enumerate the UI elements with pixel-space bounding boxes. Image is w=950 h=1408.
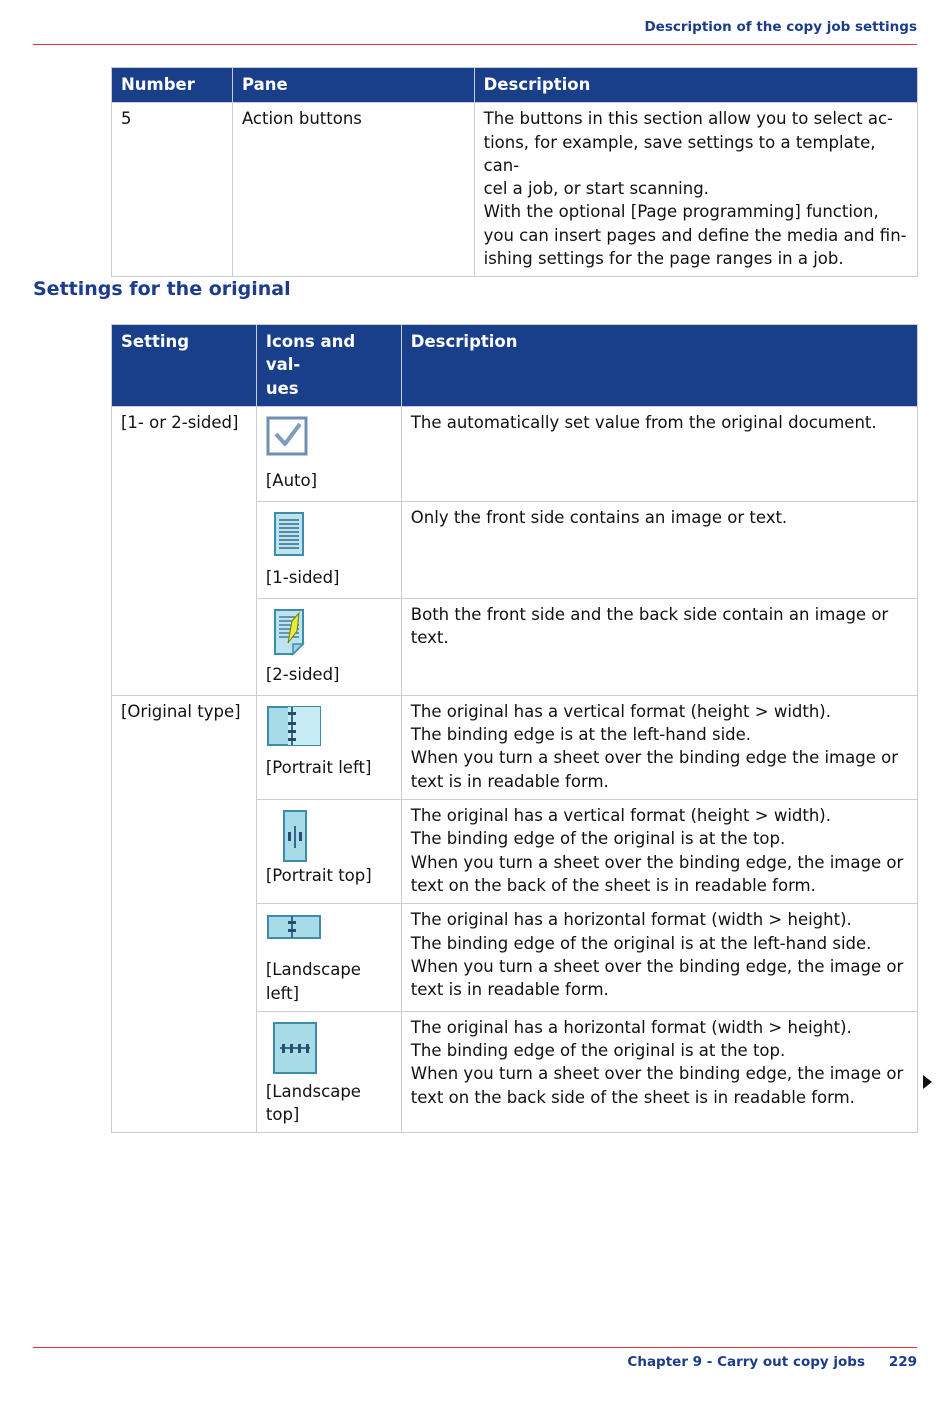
description-line: tions, for example, save settings to a template, can- xyxy=(483,132,876,175)
cell-description xyxy=(401,501,917,598)
cell-icon-value xyxy=(256,800,401,904)
two-sided-page-icon xyxy=(266,607,392,657)
description-line: cel a job, or start scanning. xyxy=(483,179,709,199)
section-heading: Settings for the original xyxy=(33,278,291,300)
cell-icon-value xyxy=(256,501,401,598)
column-header-number: Number xyxy=(112,68,233,103)
page-number: 229 xyxy=(888,1354,917,1370)
column-header-icons-values: Icons and val- ues xyxy=(256,325,401,407)
cell-description xyxy=(401,1011,917,1133)
description-line: The automatically set value from the original document. xyxy=(410,412,877,432)
table-header-row xyxy=(112,325,918,407)
value-label: top] xyxy=(265,1105,300,1125)
column-header-description: Description xyxy=(401,325,917,407)
value-label: [Auto] xyxy=(265,470,318,490)
cell-description xyxy=(401,904,917,1012)
description-line: The binding edge of the original is at the left-hand side. xyxy=(410,933,872,953)
cell-setting: [1- or 2-sided] xyxy=(112,406,257,695)
description-line: Only the front side contains an image or text. xyxy=(410,507,788,527)
one-sided-page-icon xyxy=(266,510,392,560)
portrait-top-icon xyxy=(266,808,392,864)
description-line: text is in readable form. xyxy=(410,980,609,1000)
checkmark-icon xyxy=(266,415,392,457)
cell-pane: Action buttons xyxy=(232,103,474,277)
column-header-setting: Setting xyxy=(112,325,257,407)
table-row xyxy=(112,695,918,799)
value-label: [2-sided] xyxy=(265,664,340,684)
landscape-top-icon xyxy=(266,1020,392,1076)
settings-table xyxy=(111,324,918,1133)
value-label: [1-sided] xyxy=(265,567,340,587)
page-footer xyxy=(33,1347,917,1376)
description-line: The original has a horizontal format (width > height). xyxy=(410,910,852,930)
cell-description xyxy=(401,800,917,904)
table-row xyxy=(112,103,918,277)
cell-icon-value xyxy=(256,598,401,695)
column-header-pane: Pane xyxy=(232,68,474,103)
cell-setting: [Original type] xyxy=(112,695,257,1133)
description-line: The binding edge of the original is at the top. xyxy=(410,1041,786,1061)
description-line: With the optional [Page programming] function, xyxy=(483,202,879,222)
cell-icon-value xyxy=(256,695,401,799)
cell-number: 5 xyxy=(112,103,233,277)
cell-description xyxy=(401,598,917,695)
column-header-description: Description xyxy=(474,68,917,103)
description-line: When you turn a sheet over the binding edge the image or xyxy=(410,748,898,768)
description-line: Both the front side and the back side contain an image or xyxy=(410,604,889,624)
running-header-title: Description of the copy job settings xyxy=(644,19,917,35)
description-line: The original has a horizontal format (width > height). xyxy=(410,1017,852,1037)
description-line: The original has a vertical format (height > width). xyxy=(410,701,831,721)
description-line: text on the back of the sheet is in readable form. xyxy=(410,875,816,895)
value-label: [Portrait top] xyxy=(265,866,372,886)
footer-chapter: Chapter 9 - Carry out copy jobs xyxy=(627,1354,865,1370)
cell-description xyxy=(474,103,917,277)
pane-table xyxy=(111,67,918,277)
description-line: text is in readable form. xyxy=(410,771,609,791)
description-line: text. xyxy=(410,628,449,648)
description-line: text on the back side of the sheet is in readable form. xyxy=(410,1087,855,1107)
description-line: The buttons in this section allow you to select ac- xyxy=(483,109,894,129)
description-line: The original has a vertical format (height > width). xyxy=(410,806,831,826)
table-row xyxy=(112,406,918,501)
description-line: The binding edge is at the left-hand side. xyxy=(410,725,752,745)
description-line: When you turn a sheet over the binding edge, the image or xyxy=(410,1064,904,1084)
cell-description xyxy=(401,406,917,501)
value-label: [Landscape left] xyxy=(265,960,361,1003)
description-line: When you turn a sheet over the binding edge, the image or xyxy=(410,956,904,976)
description-line: The binding edge of the original is at the top. xyxy=(410,829,786,849)
cell-description xyxy=(401,695,917,799)
description-line: When you turn a sheet over the binding edge, the image or xyxy=(410,852,904,872)
description-line: ishing settings for the page ranges in a job. xyxy=(483,249,844,269)
value-label: [Portrait left] xyxy=(265,757,372,777)
value-label: [Landscape xyxy=(265,1081,361,1101)
table-header-row xyxy=(112,68,918,103)
page-header xyxy=(33,14,917,45)
cell-icon-value xyxy=(256,1011,401,1133)
cell-icon-value xyxy=(256,406,401,501)
portrait-left-icon xyxy=(266,704,392,748)
landscape-left-icon xyxy=(266,912,392,942)
cell-icon-value xyxy=(256,904,401,1012)
next-page-arrow-icon xyxy=(923,1075,932,1089)
description-line: you can insert pages and define the media and fin- xyxy=(483,225,907,245)
